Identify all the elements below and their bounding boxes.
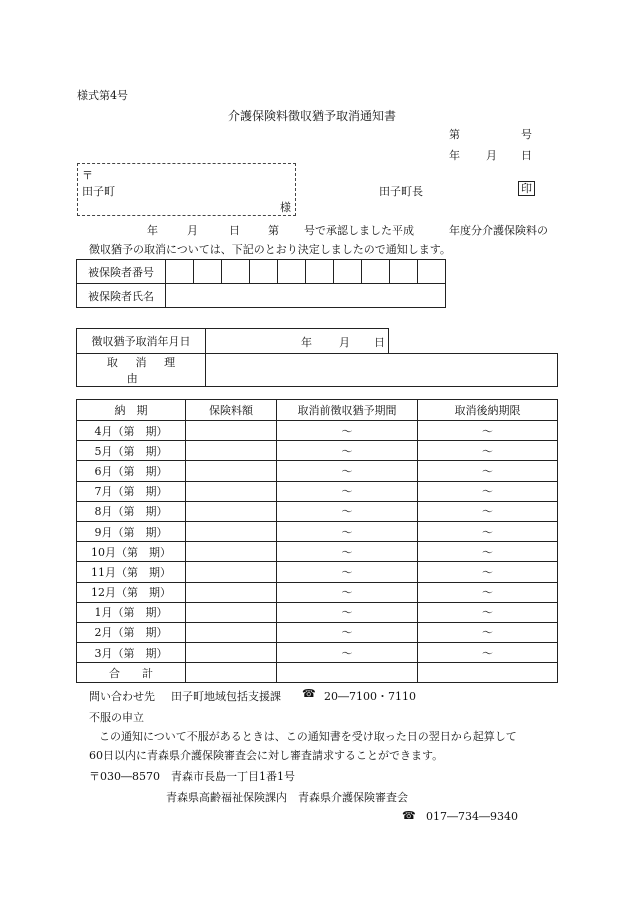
table-row bbox=[77, 582, 558, 602]
deferral-period-cell[interactable]: ～ bbox=[277, 542, 418, 562]
seal-stamp: 印 bbox=[518, 181, 535, 196]
body-line-2: 徴収猶予の取消については、下記のとおり決定しましたので通知します。 bbox=[89, 243, 451, 256]
cancel-date-month: 月 bbox=[339, 336, 350, 349]
insured-number-digit-3[interactable] bbox=[222, 260, 250, 284]
premium-amount-cell[interactable] bbox=[186, 481, 277, 501]
due-period-cell: 7月（第 期） bbox=[77, 481, 186, 501]
new-due-date-cell[interactable]: ～ bbox=[418, 602, 558, 622]
new-due-date-cell[interactable]: ～ bbox=[418, 501, 558, 521]
issue-date-day: 日 bbox=[521, 149, 532, 162]
table-row bbox=[77, 461, 558, 481]
body-text-mid: 号で承認しました平成 bbox=[304, 224, 414, 237]
premium-amount-cell[interactable] bbox=[186, 622, 277, 642]
deferral-period-cell[interactable]: ～ bbox=[277, 562, 418, 582]
new-due-date-cell[interactable]: ～ bbox=[418, 582, 558, 602]
body-month: 月 bbox=[187, 224, 198, 237]
table-row bbox=[77, 542, 558, 562]
total-row bbox=[77, 663, 558, 683]
table-row bbox=[77, 421, 558, 441]
premium-amount-cell[interactable] bbox=[186, 602, 277, 622]
new-due-date-cell[interactable]: ～ bbox=[418, 622, 558, 642]
new-due-date-cell[interactable]: ～ bbox=[418, 421, 558, 441]
issue-date-year: 年 bbox=[449, 149, 460, 162]
due-period-cell: 12月（第 期） bbox=[77, 582, 186, 602]
new-due-date-cell[interactable]: ～ bbox=[418, 562, 558, 582]
header-new-due-date: 取消後納期限 bbox=[418, 400, 558, 421]
insured-number-digit-1[interactable] bbox=[166, 260, 194, 284]
cancel-date-label: 徴収猶予取消年月日 bbox=[77, 329, 206, 354]
due-period-cell: 8月（第 期） bbox=[77, 501, 186, 521]
due-period-cell: 3月（第 期） bbox=[77, 643, 186, 663]
due-period-cell: 2月（第 期） bbox=[77, 622, 186, 642]
issue-date-month: 月 bbox=[486, 149, 497, 162]
cancel-reason-table bbox=[76, 353, 558, 387]
form-number: 様式第4号 bbox=[77, 89, 128, 102]
due-period-cell: 5月（第 期） bbox=[77, 441, 186, 461]
body-dai: 第 bbox=[268, 224, 279, 237]
cancel-date-year: 年 bbox=[301, 336, 312, 349]
premium-amount-cell[interactable] bbox=[186, 542, 277, 562]
due-period-cell: 6月（第 期） bbox=[77, 461, 186, 481]
insured-number-digit-2[interactable] bbox=[194, 260, 222, 284]
deferral-period-cell[interactable]: ～ bbox=[277, 421, 418, 441]
deferral-period-cell[interactable]: ～ bbox=[277, 501, 418, 521]
deferral-period-cell[interactable]: ～ bbox=[277, 481, 418, 501]
new-due-date-cell[interactable]: ～ bbox=[418, 643, 558, 663]
insured-number-digit-10[interactable] bbox=[418, 260, 446, 284]
table-row bbox=[77, 481, 558, 501]
appeal-address: 〒030―8570 青森市長島一丁目1番1号 bbox=[89, 770, 295, 783]
insured-number-digit-5[interactable] bbox=[278, 260, 306, 284]
premium-amount-cell[interactable] bbox=[186, 521, 277, 541]
cancel-date-day: 日 bbox=[374, 336, 385, 349]
cancel-reason-field[interactable] bbox=[206, 354, 558, 387]
new-due-date-cell[interactable]: ～ bbox=[418, 542, 558, 562]
insured-number-digit-9[interactable] bbox=[390, 260, 418, 284]
recipient-sama: 様 bbox=[280, 201, 291, 214]
header-deferral-period: 取消前徴収猶予期間 bbox=[277, 400, 418, 421]
insured-number-label: 被保険者番号 bbox=[77, 260, 166, 284]
due-period-cell: 1月（第 期） bbox=[77, 602, 186, 622]
appeal-office: 青森県高齢福祉保険課内 青森県介護保険審査会 bbox=[166, 791, 408, 804]
new-due-date-cell[interactable]: ～ bbox=[418, 441, 558, 461]
insured-number-digit-8[interactable] bbox=[362, 260, 390, 284]
table-row bbox=[77, 521, 558, 541]
doc-number-dai: 第 bbox=[449, 128, 460, 141]
insured-name-label: 被保険者氏名 bbox=[77, 284, 166, 308]
cancel-reason-label: 取消理由 bbox=[77, 354, 206, 387]
deferral-period-cell[interactable]: ～ bbox=[277, 622, 418, 642]
issuer-title: 田子町長 bbox=[379, 185, 423, 198]
deferral-period-cell[interactable]: ～ bbox=[277, 441, 418, 461]
contact-dept: 田子町地域包括支援課 bbox=[171, 690, 281, 703]
insured-number-digit-4[interactable] bbox=[250, 260, 278, 284]
premium-amount-cell[interactable] bbox=[186, 441, 277, 461]
deferral-period-cell[interactable]: ～ bbox=[277, 643, 418, 663]
premium-amount-cell[interactable] bbox=[186, 562, 277, 582]
insured-number-digit-6[interactable] bbox=[306, 260, 334, 284]
deferral-period-cell[interactable]: ～ bbox=[277, 602, 418, 622]
total-due-cell bbox=[418, 663, 558, 683]
due-period-cell: 11月（第 期） bbox=[77, 562, 186, 582]
premium-amount-cell[interactable] bbox=[186, 582, 277, 602]
deferral-period-cell[interactable]: ～ bbox=[277, 582, 418, 602]
table-row bbox=[77, 562, 558, 582]
total-premium-cell[interactable] bbox=[186, 663, 277, 683]
insured-number-digit-7[interactable] bbox=[334, 260, 362, 284]
premium-amount-cell[interactable] bbox=[186, 501, 277, 521]
table-row bbox=[77, 622, 558, 642]
table-row bbox=[77, 501, 558, 521]
insured-info-table bbox=[76, 259, 446, 308]
table-row bbox=[77, 441, 558, 461]
table-row bbox=[77, 602, 558, 622]
new-due-date-cell[interactable]: ～ bbox=[418, 521, 558, 541]
new-due-date-cell[interactable]: ～ bbox=[418, 481, 558, 501]
postal-mark: 〒 bbox=[82, 169, 93, 182]
payment-schedule-table bbox=[76, 399, 558, 683]
premium-amount-cell[interactable] bbox=[186, 421, 277, 441]
premium-amount-cell[interactable] bbox=[186, 643, 277, 663]
premium-amount-cell[interactable] bbox=[186, 461, 277, 481]
insured-name-field[interactable] bbox=[166, 284, 446, 308]
contact-label: 問い合わせ先 bbox=[89, 690, 155, 703]
body-text-end: 年度分介護保険料の bbox=[449, 224, 548, 237]
header-due-period: 納 期 bbox=[77, 400, 186, 421]
new-due-date-cell[interactable]: ～ bbox=[418, 461, 558, 481]
due-period-cell: 4月（第 期） bbox=[77, 421, 186, 441]
recipient-town: 田子町 bbox=[82, 185, 115, 198]
appeal-text-1: この通知について不服があるときは、この通知書を受け取った日の翌日から起算して bbox=[99, 730, 517, 743]
header-premium-amount: 保険料額 bbox=[186, 400, 277, 421]
cancel-date-table bbox=[76, 328, 389, 354]
deferral-period-cell[interactable]: ～ bbox=[277, 521, 418, 541]
table-row bbox=[77, 643, 558, 663]
body-day: 日 bbox=[229, 224, 240, 237]
total-deferral-cell bbox=[277, 663, 418, 683]
appeal-text-2: 60日以内に青森県介護保険審査会に対し審査請求することができます。 bbox=[89, 749, 444, 762]
contact-phone: 20―7100・7110 bbox=[324, 690, 416, 703]
appeal-heading: 不服の申立 bbox=[89, 711, 144, 724]
cancel-date-field[interactable] bbox=[206, 329, 389, 354]
doc-number-go: 号 bbox=[521, 128, 532, 141]
total-label: 合 計 bbox=[77, 663, 186, 683]
telephone-icon: ☎ bbox=[302, 687, 316, 700]
document-title: 介護保険料徴収猶予取消通知書 bbox=[228, 109, 397, 123]
body-year: 年 bbox=[147, 224, 158, 237]
appeal-phone: 017―734―9340 bbox=[426, 810, 518, 823]
deferral-period-cell[interactable]: ～ bbox=[277, 461, 418, 481]
due-period-cell: 10月（第 期） bbox=[77, 542, 186, 562]
telephone-icon: ☎ bbox=[402, 809, 416, 822]
due-period-cell: 9月（第 期） bbox=[77, 521, 186, 541]
